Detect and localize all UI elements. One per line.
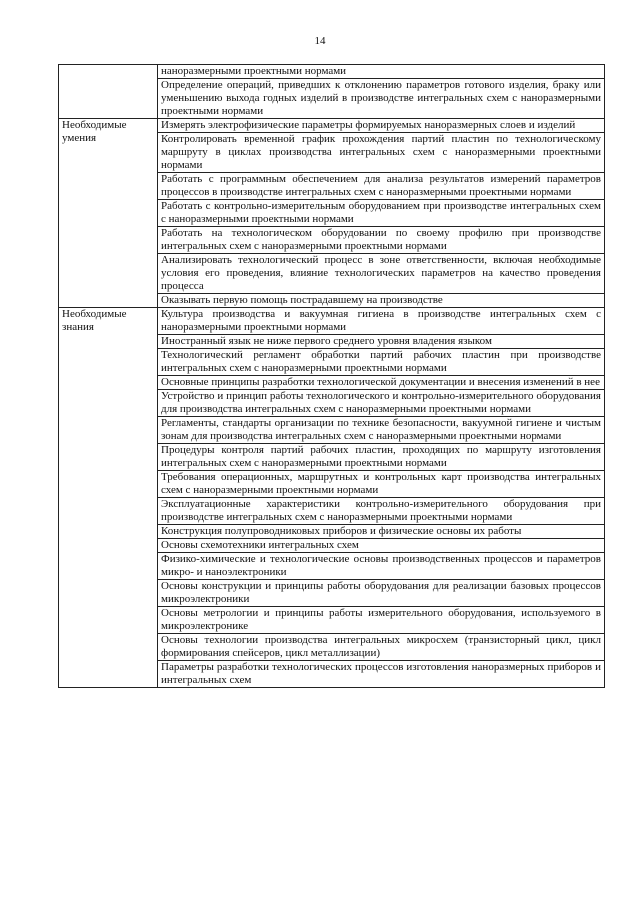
table-cell: Контролировать временной график прохождения партий пластин по технологическому маршруту в циклах производства интегральных схем с наноразмерными проектными нормами bbox=[158, 133, 605, 173]
table-cell: Процедуры контроля партий рабочих пластин, проходящих по маршруту изготовления интегральных схем с наноразмерными проектными нормами bbox=[158, 444, 605, 471]
table-cell: Эксплуатационные характеристики контрольно-измерительного оборудования при производстве интегральных схем с наноразмерными проектными нормами bbox=[158, 498, 605, 525]
knowledge-section bbox=[59, 308, 605, 688]
table-cell: Иностранный язык не ниже первого среднего уровня владения языком bbox=[158, 335, 605, 349]
table-cell: Конструкция полупроводниковых приборов и физические основы их работы bbox=[158, 525, 605, 539]
table-cell: Технологический регламент обработки партий рабочих пластин при производстве интегральных схем с наноразмерными проектными нормами bbox=[158, 349, 605, 376]
table-cell: Работать с программным обеспечением для анализа результатов измерений параметров процессов в производстве интегральных схем с наноразмерными проектными нормами bbox=[158, 173, 605, 200]
table-cell: Регламенты, стандарты организации по технике безопасности, вакуумной гигиене и чистым зонам для производства интегральных схем с наноразмерными проектными нормами bbox=[158, 417, 605, 444]
empty-label-cell bbox=[59, 65, 158, 119]
table-cell: Требования операционных, маршрутных и контрольных карт производства интегральных схем с наноразмерными проектными нормами bbox=[158, 471, 605, 498]
table-cell: Устройство и принцип работы технологического и контрольно-измерительного оборудования для производства интегральных схем с наноразмерными проектными нормами bbox=[158, 390, 605, 417]
table-row bbox=[59, 65, 605, 79]
section-label: Необходимые умения bbox=[59, 119, 158, 308]
skills-section bbox=[59, 119, 605, 308]
table-row bbox=[59, 119, 605, 133]
table-cell: Определение операций, приведших к отклонению параметров готового изделия, браку или уменьшению выхода годных изделий в производстве интегральных схем с наноразмерными проектными нормами bbox=[158, 79, 605, 119]
table-cell: Основы схемотехники интегральных схем bbox=[158, 539, 605, 553]
section-label: Необходимые знания bbox=[59, 308, 158, 688]
table-cell: Основные принципы разработки технологической документации и внесения изменений в нее bbox=[158, 376, 605, 390]
competency-table bbox=[58, 64, 605, 688]
table-row bbox=[59, 308, 605, 335]
first-section bbox=[59, 65, 605, 119]
table-cell: Оказывать первую помощь пострадавшему на производстве bbox=[158, 294, 605, 308]
table-cell: Параметры разработки технологических процессов изготовления наноразмерных приборов и интегральных схем bbox=[158, 661, 605, 688]
page-number: 14 bbox=[314, 35, 326, 47]
table-cell: Работать с контрольно-измерительным оборудованием при производстве интегральных схем с наноразмерными проектными нормами bbox=[158, 200, 605, 227]
table-cell: Основы метрологии и принципы работы измерительного оборудования, используемого в микроэлектронике bbox=[158, 607, 605, 634]
table-cell: Основы технологии производства интегральных микросхем (транзисторный цикл, цикл формирования спейсеров, цикл металлизации) bbox=[158, 634, 605, 661]
table-cell: Физико-химические и технологические основы производственных процессов и параметров микро- и наноэлектроники bbox=[158, 553, 605, 580]
table-cell: Работать на технологическом оборудовании по своему профилю при производстве интегральных схем с наноразмерными проектными нормами bbox=[158, 227, 605, 254]
table-cell: Основы конструкции и принципы работы оборудования для реализации базовых процессов микроэлектроники bbox=[158, 580, 605, 607]
table-cell: Измерять электрофизические параметры формируемых наноразмерных слоев и изделий bbox=[158, 119, 605, 133]
table-cell: Анализировать технологический процесс в зоне ответственности, включая необходимые условия его проведения, влияние технологических параметров на качество проведения процесса bbox=[158, 254, 605, 294]
table-cell: наноразмерными проектными нормами bbox=[158, 65, 605, 79]
table-cell: Культура производства и вакуумная гигиена в производстве интегральных схем с наноразмерными проектными нормами bbox=[158, 308, 605, 335]
